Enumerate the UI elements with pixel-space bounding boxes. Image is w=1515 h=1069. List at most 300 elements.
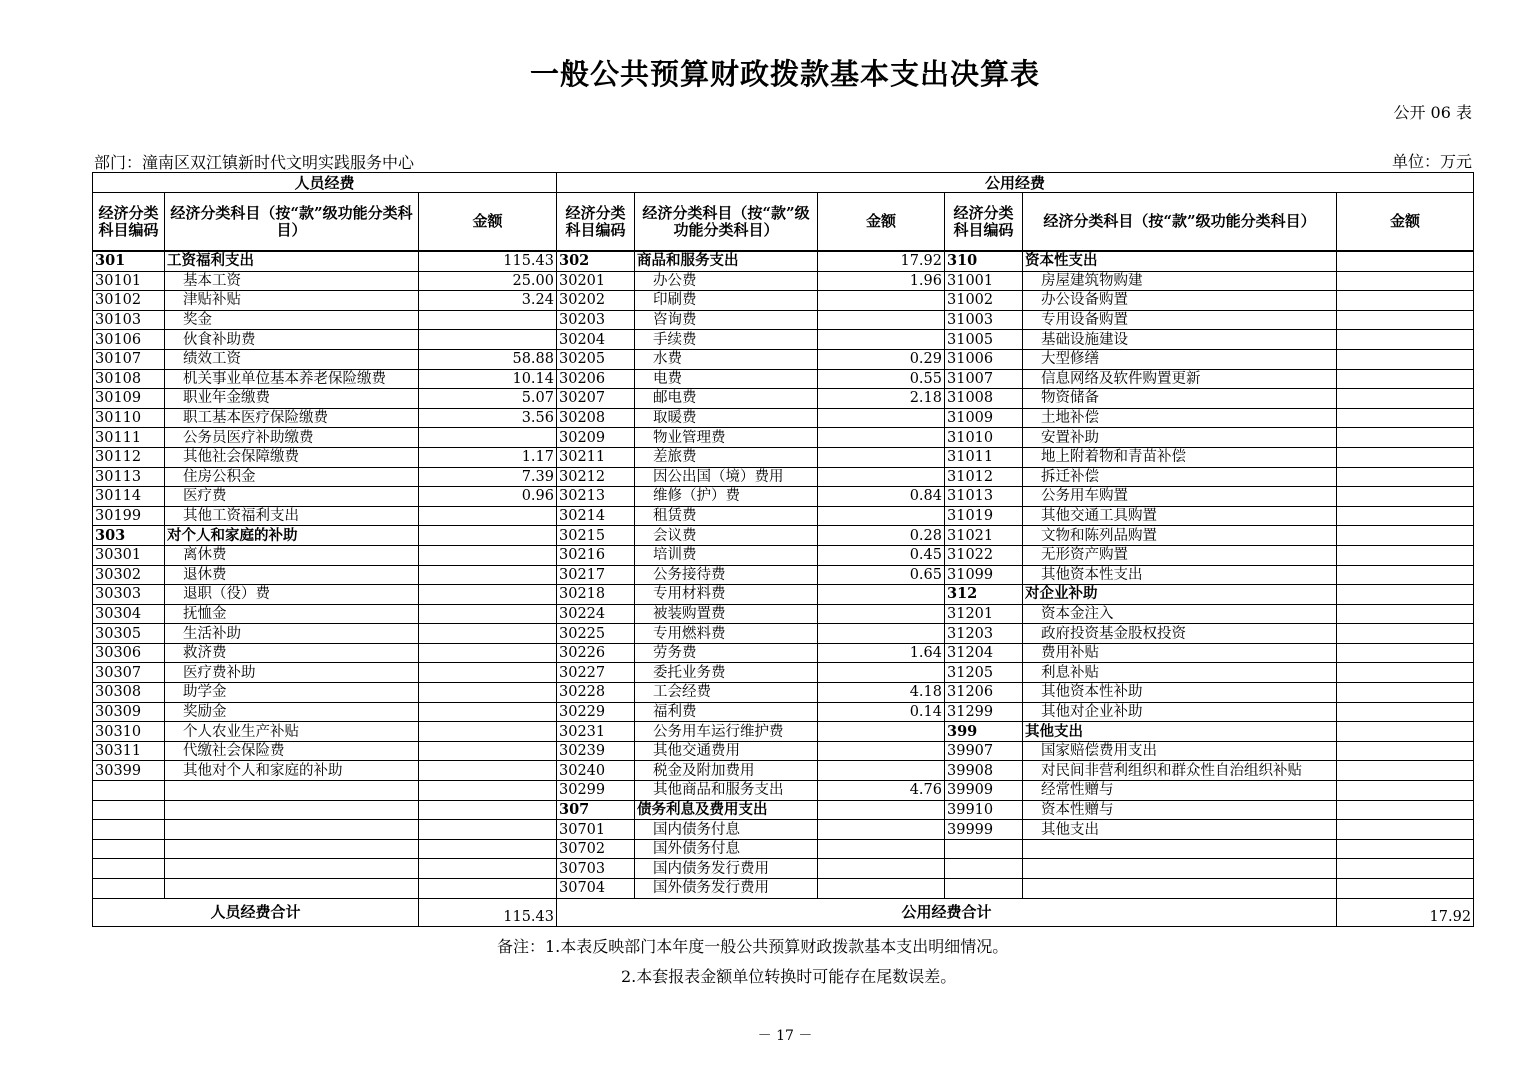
- item-amount: [1337, 683, 1474, 703]
- table-row: [93, 251, 1474, 271]
- item-amount: [419, 683, 557, 703]
- item-name: 专用燃料费: [635, 624, 818, 644]
- item-code: 30308: [93, 683, 165, 703]
- group-public: 公用经费: [557, 173, 1474, 193]
- item-code: 31010: [945, 428, 1023, 448]
- item-amount: [419, 310, 557, 330]
- item-code: 30303: [93, 585, 165, 605]
- item-amount: 4.76: [818, 781, 945, 801]
- item-name: 基本工资: [165, 271, 419, 291]
- personnel-total-label: 人员经费合计: [93, 898, 419, 926]
- item-code: 31299: [945, 702, 1023, 722]
- item-code: 30112: [93, 447, 165, 467]
- item-code: 30212: [557, 467, 635, 487]
- item-name: 利息补贴: [1023, 663, 1337, 683]
- item-amount: 5.07: [419, 389, 557, 409]
- item-name: 伙食补助费: [165, 330, 419, 350]
- item-amount: 17.92: [818, 251, 945, 271]
- table-row: [93, 820, 1474, 840]
- item-amount: [419, 565, 557, 585]
- table-row: [93, 565, 1474, 585]
- item-name: 救济费: [165, 643, 419, 663]
- item-code: 30208: [557, 408, 635, 428]
- item-name: 基础设施建设: [1023, 330, 1337, 350]
- item-amount: [1337, 506, 1474, 526]
- page-number: － 17 －: [757, 1028, 813, 1044]
- table-row: [93, 506, 1474, 526]
- item-amount: [818, 859, 945, 879]
- item-code: 39908: [945, 761, 1023, 781]
- item-code: 30106: [93, 330, 165, 350]
- item-name: [1023, 839, 1337, 859]
- item-amount: 10.14: [419, 369, 557, 389]
- item-code: 30205: [557, 349, 635, 369]
- item-amount: [818, 800, 945, 820]
- item-code: 30204: [557, 330, 635, 350]
- item-name: 手续费: [635, 330, 818, 350]
- item-amount: 3.56: [419, 408, 557, 428]
- item-name: 大型修缮: [1023, 349, 1337, 369]
- item-name: 物业管理费: [635, 428, 818, 448]
- item-name: 专用设备购置: [1023, 310, 1337, 330]
- item-code: 31099: [945, 565, 1023, 585]
- public-total-label: 公用经费合计: [557, 898, 1337, 926]
- item-name: 会议费: [635, 526, 818, 546]
- table-row: [93, 781, 1474, 801]
- item-name: 资本性赠与: [1023, 800, 1337, 820]
- item-name: 退职（役）费: [165, 585, 419, 605]
- unit-label: 单位：万元: [1391, 152, 1472, 171]
- table-row: [93, 330, 1474, 350]
- table-number: 公开 06 表: [1393, 103, 1472, 122]
- item-name: 其他支出: [1023, 722, 1337, 742]
- table-row: [93, 447, 1474, 467]
- header-amount: 金额: [419, 193, 557, 252]
- item-code: 30299: [557, 781, 635, 801]
- item-amount: [1337, 467, 1474, 487]
- item-code: 39999: [945, 820, 1023, 840]
- item-name: 政府投资基金股权投资: [1023, 624, 1337, 644]
- item-amount: [1337, 310, 1474, 330]
- public-total-value: 17.92: [1337, 898, 1474, 926]
- item-name: 办公设备购置: [1023, 291, 1337, 311]
- item-name: 公务接待费: [635, 565, 818, 585]
- item-amount: [818, 624, 945, 644]
- item-name: 信息网络及软件购置更新: [1023, 369, 1337, 389]
- item-code: 31007: [945, 369, 1023, 389]
- table-row: [93, 604, 1474, 624]
- item-name: 其他资本性支出: [1023, 565, 1337, 585]
- item-amount: [419, 604, 557, 624]
- item-code: 30217: [557, 565, 635, 585]
- item-name: [165, 859, 419, 879]
- item-amount: [1337, 545, 1474, 565]
- item-name: 退休费: [165, 565, 419, 585]
- header-name: 经济分类科目（按“款”级功能分类科目）: [635, 193, 818, 252]
- item-name: 国内债务付息: [635, 820, 818, 840]
- item-name: 公务员医疗补助缴费: [165, 428, 419, 448]
- item-code: 31013: [945, 487, 1023, 507]
- header-name: 经济分类科目（按“款”级功能分类科目）: [165, 193, 419, 252]
- item-name: 离休费: [165, 545, 419, 565]
- item-amount: [818, 467, 945, 487]
- item-name: 对民间非营利组织和群众性自治组织补贴: [1023, 761, 1337, 781]
- item-name: 医疗费补助: [165, 663, 419, 683]
- item-name: 助学金: [165, 683, 419, 703]
- item-code: 30207: [557, 389, 635, 409]
- item-code: 39909: [945, 781, 1023, 801]
- item-amount: [1337, 408, 1474, 428]
- item-code: 31204: [945, 643, 1023, 663]
- item-name: 其他交通费用: [635, 741, 818, 761]
- item-amount: [419, 526, 557, 546]
- item-name: [165, 781, 419, 801]
- header-amount: 金额: [1337, 193, 1474, 252]
- item-amount: [1337, 271, 1474, 291]
- item-name: 机关事业单位基本养老保险缴费: [165, 369, 419, 389]
- item-amount: [1337, 369, 1474, 389]
- item-name: 国外债务发行费用: [635, 879, 818, 899]
- item-name: 其他对企业补助: [1023, 702, 1337, 722]
- item-amount: [818, 663, 945, 683]
- item-name: 安置补助: [1023, 428, 1337, 448]
- item-amount: [419, 506, 557, 526]
- item-name: 土地补偿: [1023, 408, 1337, 428]
- item-amount: 0.45: [818, 545, 945, 565]
- item-code: 30701: [557, 820, 635, 840]
- item-name: 电费: [635, 369, 818, 389]
- item-name: 咨询费: [635, 310, 818, 330]
- item-code: [93, 859, 165, 879]
- item-amount: 1.64: [818, 643, 945, 663]
- table-row: [93, 722, 1474, 742]
- item-name: 房屋建筑物购建: [1023, 271, 1337, 291]
- item-name: 医疗费: [165, 487, 419, 507]
- item-name: 拆迁补偿: [1023, 467, 1337, 487]
- item-name: 商品和服务支出: [635, 251, 818, 271]
- item-code: 302: [557, 251, 635, 271]
- item-code: [93, 820, 165, 840]
- item-code: 30102: [93, 291, 165, 311]
- item-code: 30103: [93, 310, 165, 330]
- item-code: 30216: [557, 545, 635, 565]
- item-name: 无形资产购置: [1023, 545, 1337, 565]
- header-name: 经济分类科目（按“款”级功能分类科目）: [1023, 193, 1337, 252]
- item-code: 30240: [557, 761, 635, 781]
- table-row: [93, 683, 1474, 703]
- item-name: 奖励金: [165, 702, 419, 722]
- item-name: 物资储备: [1023, 389, 1337, 409]
- page-title: 一般公共预算财政拨款基本支出决算表: [529, 57, 1040, 91]
- item-code: 30229: [557, 702, 635, 722]
- item-name: 费用补贴: [1023, 643, 1337, 663]
- item-amount: [818, 879, 945, 899]
- item-amount: [818, 428, 945, 448]
- item-name: 因公出国（境）费用: [635, 467, 818, 487]
- item-amount: [1337, 585, 1474, 605]
- item-amount: [1337, 781, 1474, 801]
- item-amount: 25.00: [419, 271, 557, 291]
- table-row: [93, 663, 1474, 683]
- item-amount: [1337, 389, 1474, 409]
- item-name: 抚恤金: [165, 604, 419, 624]
- item-name: 其他资本性补助: [1023, 683, 1337, 703]
- item-name: 地上附着物和青苗补偿: [1023, 447, 1337, 467]
- item-amount: [419, 643, 557, 663]
- item-name: 国外债务付息: [635, 839, 818, 859]
- item-amount: 1.17: [419, 447, 557, 467]
- table-row: [93, 526, 1474, 546]
- item-amount: [419, 820, 557, 840]
- item-name: [165, 839, 419, 859]
- item-amount: [818, 506, 945, 526]
- item-code: 31019: [945, 506, 1023, 526]
- item-code: 31002: [945, 291, 1023, 311]
- item-amount: 0.14: [818, 702, 945, 722]
- item-name: 培训费: [635, 545, 818, 565]
- table-row: [93, 585, 1474, 605]
- item-code: 30209: [557, 428, 635, 448]
- item-amount: [419, 663, 557, 683]
- note-2: 2.本套报表金额单位转换时可能存在尾数误差。: [621, 967, 957, 986]
- item-amount: [1337, 604, 1474, 624]
- item-amount: [1337, 820, 1474, 840]
- item-amount: [1337, 741, 1474, 761]
- item-code: 30301: [93, 545, 165, 565]
- item-name: 差旅费: [635, 447, 818, 467]
- item-amount: 4.18: [818, 683, 945, 703]
- item-amount: [818, 408, 945, 428]
- item-code: 301: [93, 251, 165, 271]
- item-amount: [419, 800, 557, 820]
- item-code: 312: [945, 585, 1023, 605]
- item-name: 奖金: [165, 310, 419, 330]
- item-name: 住房公积金: [165, 467, 419, 487]
- item-code: [93, 879, 165, 899]
- item-code: [93, 800, 165, 820]
- item-amount: [1337, 839, 1474, 859]
- item-name: [1023, 859, 1337, 879]
- item-code: 31009: [945, 408, 1023, 428]
- item-code: [93, 839, 165, 859]
- item-amount: [818, 722, 945, 742]
- item-amount: [1337, 349, 1474, 369]
- item-amount: 7.39: [419, 467, 557, 487]
- table-row: [93, 624, 1474, 644]
- item-amount: [818, 741, 945, 761]
- item-code: 30704: [557, 879, 635, 899]
- item-code: 31206: [945, 683, 1023, 703]
- item-name: 取暖费: [635, 408, 818, 428]
- item-name: 资本金注入: [1023, 604, 1337, 624]
- table-row: [93, 800, 1474, 820]
- item-name: 对个人和家庭的补助: [165, 526, 419, 546]
- item-amount: [818, 330, 945, 350]
- item-code: 30202: [557, 291, 635, 311]
- item-code: 30111: [93, 428, 165, 448]
- item-name: 其他支出: [1023, 820, 1337, 840]
- item-name: 个人农业生产补贴: [165, 722, 419, 742]
- item-name: 水费: [635, 349, 818, 369]
- item-code: 30231: [557, 722, 635, 742]
- table-row: [93, 761, 1474, 781]
- item-amount: [1337, 761, 1474, 781]
- item-code: 31022: [945, 545, 1023, 565]
- item-amount: [818, 761, 945, 781]
- table-row: [93, 428, 1474, 448]
- item-name: 劳务费: [635, 643, 818, 663]
- item-code: 310: [945, 251, 1023, 271]
- item-code: 30211: [557, 447, 635, 467]
- item-code: 30239: [557, 741, 635, 761]
- item-name: 绩效工资: [165, 349, 419, 369]
- item-code: 30399: [93, 761, 165, 781]
- note-1: 备注：1.本表反映部门本年度一般公共预算财政拨款基本支出明细情况。: [497, 937, 1009, 956]
- item-name: [165, 800, 419, 820]
- group-personnel: 人员经费: [93, 173, 557, 193]
- item-amount: 0.55: [818, 369, 945, 389]
- item-amount: [419, 428, 557, 448]
- item-code: 30108: [93, 369, 165, 389]
- table-row: [93, 487, 1474, 507]
- item-amount: [1337, 291, 1474, 311]
- item-amount: [1337, 487, 1474, 507]
- item-amount: [419, 624, 557, 644]
- item-amount: 0.28: [818, 526, 945, 546]
- item-code: 30304: [93, 604, 165, 624]
- item-code: 30307: [93, 663, 165, 683]
- item-name: 其他商品和服务支出: [635, 781, 818, 801]
- department-label: 部门：潼南区双江镇新时代文明实践服务中心: [94, 153, 415, 172]
- item-code: 30201: [557, 271, 635, 291]
- table-row: [93, 389, 1474, 409]
- item-amount: 3.24: [419, 291, 557, 311]
- item-name: 津贴补贴: [165, 291, 419, 311]
- item-code: 30302: [93, 565, 165, 585]
- item-amount: [419, 545, 557, 565]
- item-name: 国家赔偿费用支出: [1023, 741, 1337, 761]
- item-code: [945, 879, 1023, 899]
- item-amount: [1337, 722, 1474, 742]
- item-code: 30703: [557, 859, 635, 879]
- table-row: [93, 467, 1474, 487]
- item-name: 公务用车运行维护费: [635, 722, 818, 742]
- item-name: [1023, 879, 1337, 899]
- item-amount: [1337, 428, 1474, 448]
- item-amount: [1337, 330, 1474, 350]
- table-body: [93, 251, 1474, 898]
- item-amount: [419, 781, 557, 801]
- table-row: [93, 408, 1474, 428]
- table-row: [93, 369, 1474, 389]
- item-code: 30109: [93, 389, 165, 409]
- item-code: 31008: [945, 389, 1023, 409]
- item-amount: [419, 330, 557, 350]
- item-name: 职业年金缴费: [165, 389, 419, 409]
- item-name: 办公费: [635, 271, 818, 291]
- item-amount: [818, 291, 945, 311]
- item-name: 职工基本医疗保险缴费: [165, 408, 419, 428]
- item-code: 30214: [557, 506, 635, 526]
- item-amount: 2.18: [818, 389, 945, 409]
- item-code: 30226: [557, 643, 635, 663]
- item-code: 30310: [93, 722, 165, 742]
- item-name: 工会经费: [635, 683, 818, 703]
- item-amount: [818, 585, 945, 605]
- item-code: 39907: [945, 741, 1023, 761]
- item-code: 30114: [93, 487, 165, 507]
- item-code: 30305: [93, 624, 165, 644]
- item-code: 30215: [557, 526, 635, 546]
- item-amount: [419, 879, 557, 899]
- item-name: 税金及附加费用: [635, 761, 818, 781]
- item-code: 31011: [945, 447, 1023, 467]
- item-amount: [419, 741, 557, 761]
- item-code: 30227: [557, 663, 635, 683]
- header-amount: 金额: [818, 193, 945, 252]
- item-amount: 0.65: [818, 565, 945, 585]
- item-code: 30702: [557, 839, 635, 859]
- item-amount: [818, 310, 945, 330]
- item-amount: [818, 604, 945, 624]
- item-amount: 58.88: [419, 349, 557, 369]
- item-code: 399: [945, 722, 1023, 742]
- item-name: 租赁费: [635, 506, 818, 526]
- item-name: 其他社会保障缴费: [165, 447, 419, 467]
- item-amount: [1337, 879, 1474, 899]
- item-code: 31205: [945, 663, 1023, 683]
- personnel-total-value: 115.43: [419, 898, 557, 926]
- item-code: 31003: [945, 310, 1023, 330]
- item-code: 30206: [557, 369, 635, 389]
- item-name: 其他工资福利支出: [165, 506, 419, 526]
- item-code: [93, 781, 165, 801]
- table-row: [93, 859, 1474, 879]
- header-code: 经济分类科目编码: [945, 193, 1023, 252]
- table-row: [93, 310, 1474, 330]
- item-code: 30309: [93, 702, 165, 722]
- item-amount: [1337, 859, 1474, 879]
- item-name: 工资福利支出: [165, 251, 419, 271]
- item-name: 被装购置费: [635, 604, 818, 624]
- item-code: 307: [557, 800, 635, 820]
- item-name: 维修（护）费: [635, 487, 818, 507]
- item-amount: [818, 820, 945, 840]
- item-amount: [818, 447, 945, 467]
- item-code: 31203: [945, 624, 1023, 644]
- item-amount: 0.96: [419, 487, 557, 507]
- item-code: 30213: [557, 487, 635, 507]
- item-name: 印刷费: [635, 291, 818, 311]
- item-amount: [1337, 447, 1474, 467]
- item-amount: [1337, 565, 1474, 585]
- item-amount: [419, 585, 557, 605]
- item-code: 31201: [945, 604, 1023, 624]
- item-name: 委托业务费: [635, 663, 818, 683]
- item-name: 债务利息及费用支出: [635, 800, 818, 820]
- item-amount: [419, 722, 557, 742]
- item-amount: 0.29: [818, 349, 945, 369]
- table-row: [93, 741, 1474, 761]
- item-amount: [1337, 526, 1474, 546]
- item-code: 39910: [945, 800, 1023, 820]
- item-amount: 115.43: [419, 251, 557, 271]
- expenditure-table: [92, 172, 1474, 927]
- item-name: 国内债务发行费用: [635, 859, 818, 879]
- item-name: 经常性赠与: [1023, 781, 1337, 801]
- item-code: 30225: [557, 624, 635, 644]
- item-code: 31005: [945, 330, 1023, 350]
